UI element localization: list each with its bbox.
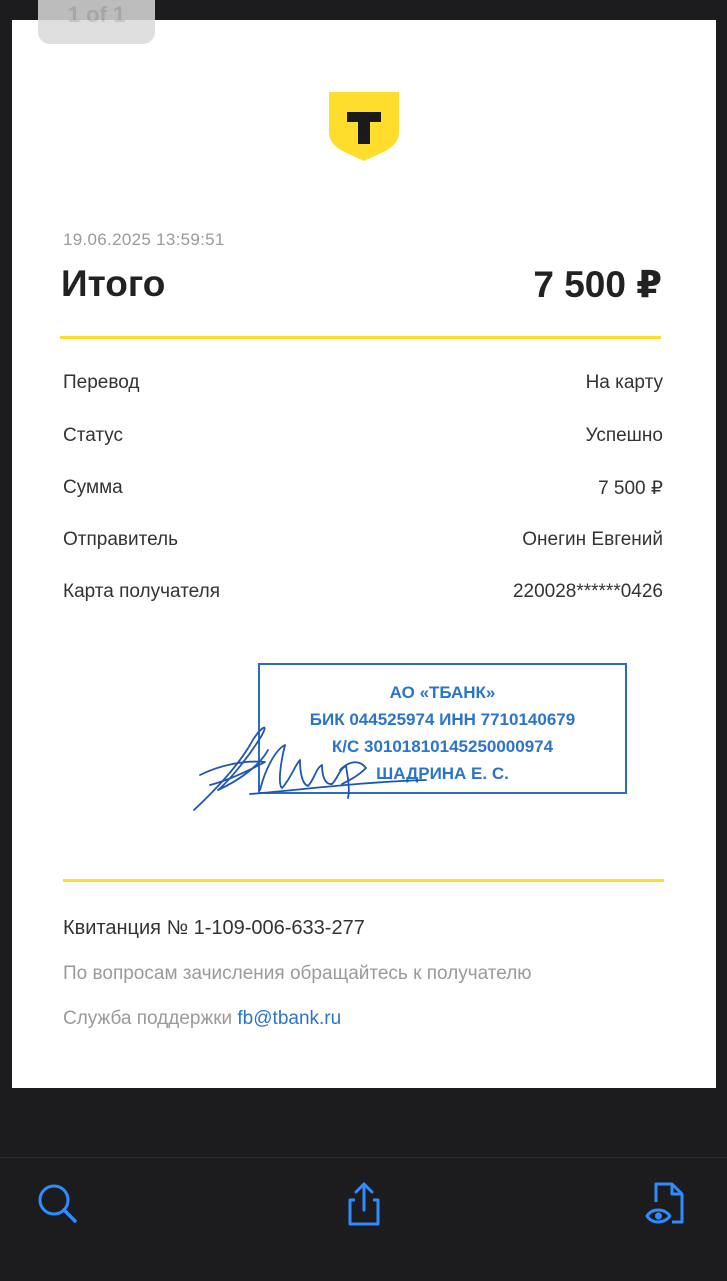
row-label: Сумма (63, 477, 123, 498)
receipt-number: Квитанция № 1-109-006-633-277 (63, 917, 365, 939)
signature (190, 710, 430, 820)
row-recipient-card (63, 581, 663, 611)
receipt-page (12, 20, 716, 1088)
total-label: Итого (61, 263, 166, 304)
page-counter: 1 of 1 (38, 0, 155, 44)
divider-bottom (63, 879, 664, 882)
stamp-line: АО «ТБАНК» (389, 683, 496, 702)
row-label: Отправитель (63, 529, 179, 550)
row-label: Карта получателя (63, 581, 220, 602)
row-label: Статус (63, 425, 124, 446)
row-label: Перевод (63, 372, 140, 393)
stamp-line: БИК 044525974 ИНН 7710140679 (309, 710, 576, 729)
row-status (63, 425, 663, 455)
share-icon[interactable] (340, 1180, 388, 1228)
row-value: Успешно (585, 425, 663, 446)
search-icon[interactable] (34, 1180, 82, 1228)
row-value: 220028******0426 (512, 581, 663, 602)
support-line (63, 1008, 341, 1030)
support-email-link[interactable]: fb@tbank.ru (237, 1008, 342, 1029)
row-sender (63, 529, 663, 559)
row-value: На карту (585, 372, 663, 393)
stamp-line: К/С 30101810145250000974 (331, 737, 554, 756)
question-note: По вопросам зачисления обращайтесь к получателю (63, 963, 532, 984)
total-value: 7 500 ₽ (533, 264, 662, 305)
row-value: Онегин Евгений (522, 529, 663, 550)
tbank-logo (327, 92, 401, 166)
row-amount (63, 477, 663, 507)
document-eye-icon[interactable] (644, 1180, 692, 1228)
bottom-toolbar (0, 1157, 727, 1281)
divider-top (60, 336, 661, 339)
support-label: Служба поддержки (63, 1008, 238, 1029)
row-value: 7 500 ₽ (598, 478, 663, 499)
stamp-line: ШАДРИНА Е. С. (376, 764, 509, 783)
timestamp: 19.06.2025 13:59:51 (63, 230, 225, 249)
row-transfer (63, 372, 663, 402)
